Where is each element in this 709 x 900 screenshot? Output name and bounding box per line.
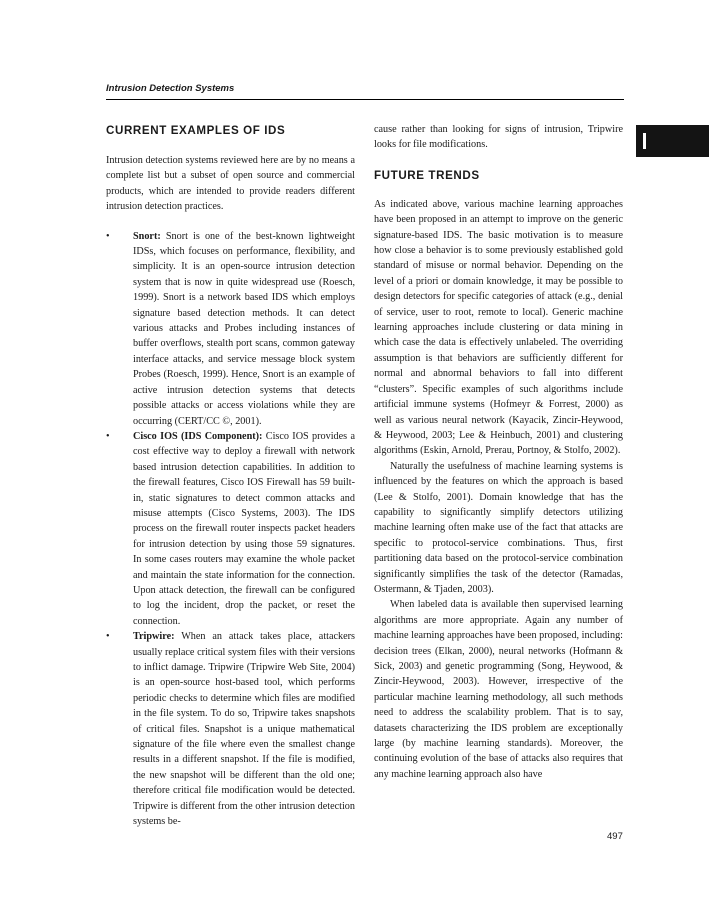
list-item-text: Snort is one of the best-known lightweight IDSs, which focuses on performance, flexibility, and simplicity. It is an open-source intrusion detection system that is now in quite widespread use (Roesch, 1999). Snort is a network based IDS which employs signature based detection methods. It can detect various attacks and Probes including instances of buffer overflows, stealth port scans, common gateway interface attacks, and service message block system Probes (Roesch, 1999). Hence, Snort is an example of active intrusion detection systems that detects possible attacks or access violations while they are occurring (CERT/CC ©, 2001). xyxy=(133,230,355,427)
bullet-icon: • xyxy=(106,230,110,242)
list-item-term: Cisco IOS (IDS Component): xyxy=(133,430,263,442)
left-column xyxy=(106,122,355,829)
list-item-text: Cisco IOS provides a cost effective way to deploy a firewall with network based intrusion detection capabilities. In addition to the firewall features, Cisco IOS Firewall has 59 built-in, static signatures to detect common attacks and misuse attempts (Cisco Systems, 2003). The IDS process on the firewall router inspects packet headers for intrusion detection by using those 59 signatures. In some cases routers may examine the whole packet and maintain the state information for the connection. Upon attack detection, the firewall can be configured to log the incident, drop the packet, or reset the connection. xyxy=(133,430,355,627)
list-item-term: Snort: xyxy=(133,230,161,242)
list-item-term: Tripwire: xyxy=(133,631,175,643)
list-item-tripwire xyxy=(106,629,355,829)
body-paragraph: When labeled data is available then supervised learning algorithms are more appropriate. Again any number of machine learning approaches have been proposed, including: decision trees (Elkan, 2000), neural networks (Hofmann & Sick, 2003) and genetic programming (Song, Heywood, & Zincir-Heywood, 2003). However, irrespective of the particular machine learning methodology, all such methods need to address the scalability problem. That is to say, datasets characterizing the IDS problem are exceptionally large (by machine learning standards). Moreover, the continuing evolution of the base of attacks also requires that any machine learning approach also have xyxy=(374,599,623,780)
section-heading-future-trends: FUTURE TRENDS xyxy=(374,168,480,182)
ids-examples-list xyxy=(106,229,355,830)
continuation-paragraph: cause rather than looking for signs of intrusion, Tripwire looks for file modifications. xyxy=(374,124,623,151)
list-item-snort xyxy=(106,229,355,429)
right-column xyxy=(374,122,623,782)
list-item-cisco-ios xyxy=(106,429,355,629)
chapter-thumb-tab xyxy=(636,125,709,157)
bullet-icon: • xyxy=(106,430,110,442)
page-number: 497 xyxy=(607,831,623,842)
bullet-icon: • xyxy=(106,631,110,643)
section-heading-current-examples: CURRENT EXAMPLES OF IDS xyxy=(106,124,286,137)
body-paragraph: As indicated above, various machine learning approaches have been proposed in an attempt to improve on the generic signature-based IDS. The basic motivation is to measure how close a behavior is to some previously established gold standard of misuse or normal behavior. Depending on the level of a priori or domain knowledge, it may be possible to design detectors for specific categories of attack (e.g., denial of service, user to root, remote to local). Generic machine learning approaches include clustering or data mining in which case the data is effectively unlabeled. The overriding assumption is that behaviors are sufficiently different for normal and abnormal behaviors to fall into different “clusters”. Specific examples of such algorithms include artificial immune systems (Hofmeyr & Forrest, 2000) as well as various neural network (Kayacik, Zincir-Heywood, & Heywood, 2003; Lee & Heinbuch, 2001) and clustering algorithms (Eskin, Arnold, Prerau, Portnoy, & Stolfo, 2002). xyxy=(374,198,623,457)
running-head: Intrusion Detection Systems xyxy=(106,83,235,94)
body-paragraph: Naturally the usefulness of machine learning systems is influenced by the features on which the approach is based (Lee & Stolfo, 2001). Domain knowledge that has the capability to significantly simplify detectors utilizing machine learning often make use of the fact that attacks are specific to protocol-service combinations. Thus, first partitioning data based on the protocol-service combination significantly simplifies the task of the detector (Ramadas, Ostermann, & Tjaden, 2003). xyxy=(374,460,623,595)
thumb-tab-notch xyxy=(643,133,646,149)
header-rule xyxy=(106,99,624,100)
intro-paragraph: Intrusion detection systems reviewed here are by no means a complete list but a subset of open source and commercial products, which are intended to provide readers different intrusion detection practices. xyxy=(106,155,355,213)
list-item-text: When an attack takes place, attackers usually replace critical system files with their versions to inflict damage. Tripwire (Tripwire Web Site, 2004) is an open-source host-based tool, which performs periodic checks to determine which files are modified in the file system. To do so, Tripwire takes snapshots of critical files. Snapshot is a unique mathematical signature of the file where even the smallest change results in a different snapshot. If the file is modified, the new snapshot will be different than the old one; therefore critical file modification would be detected. Tripwire is different from the other intrusion detection systems be- xyxy=(133,631,355,828)
